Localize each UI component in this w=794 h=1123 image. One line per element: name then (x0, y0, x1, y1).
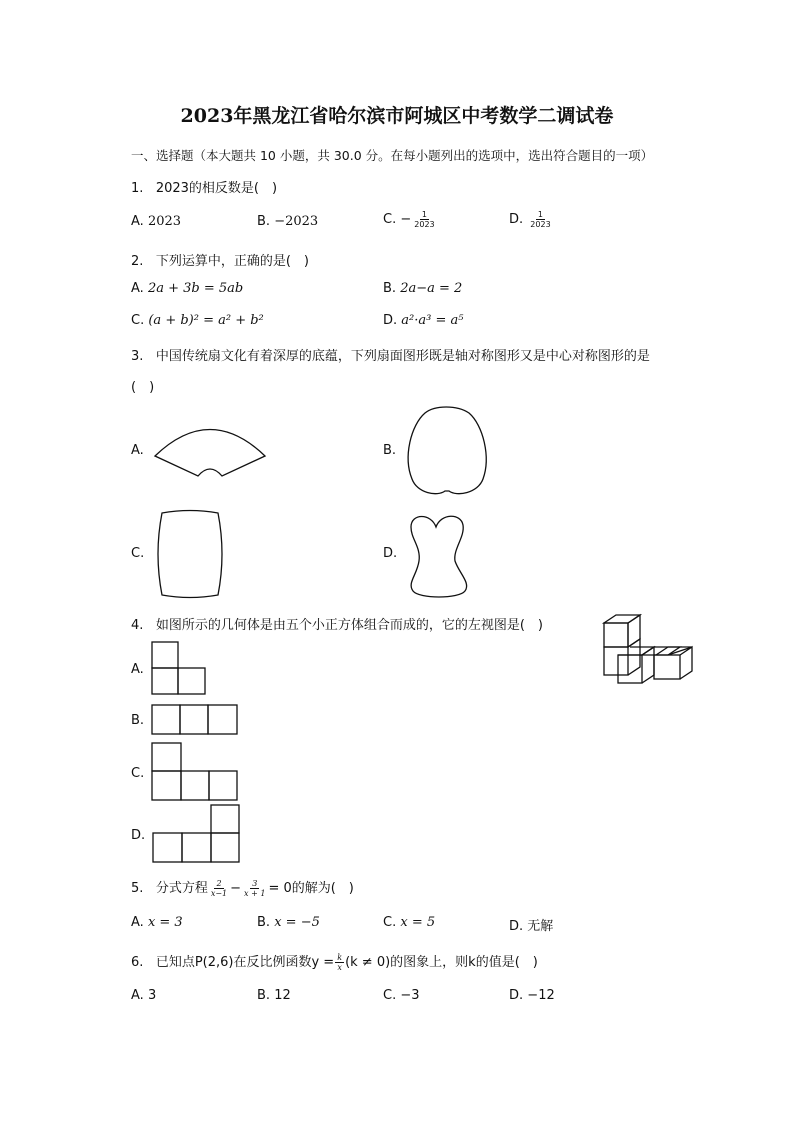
fraction: $\frac{3}{x + 1}$ (244, 879, 266, 898)
question-stem: 中国传统扇文化有着深厚的底蕴，下列扇面图形既是轴对称图形又是中心对称图形的是 (155, 349, 650, 364)
option-b[interactable]: B. 2a−a = 2 (383, 281, 463, 296)
option-b[interactable]: B. 12 (257, 988, 291, 1003)
heart-fan-icon (407, 405, 489, 497)
option-b-label[interactable]: B. (131, 713, 145, 728)
question-number: 6. (131, 955, 144, 970)
option-b-label[interactable]: B. (383, 443, 397, 458)
lobed-fan-icon (403, 511, 473, 597)
fan-sector-icon (155, 418, 267, 480)
option-a[interactable]: A. 2a + 3b = 5ab (131, 281, 244, 296)
exam-title: 2023年黑龙江省哈尔滨市阿城区中考数学二调试卷 (180, 105, 614, 127)
option-d[interactable]: D. −12 (509, 988, 555, 1003)
option-d[interactable]: D. $\frac{1}{2023}$ (509, 210, 551, 229)
question-number: 4. (131, 618, 144, 633)
fraction: $\frac{k}{x}$ (337, 953, 343, 972)
fraction: $\frac{1}{2023}$ (414, 210, 435, 229)
question-6 (131, 951, 538, 972)
option-a-label[interactable]: A. (131, 662, 144, 677)
left-view-option-c (151, 742, 239, 802)
option-a[interactable]: A. 3 (131, 988, 157, 1003)
left-view-option-b (151, 704, 239, 736)
question-number: 1. (131, 181, 144, 196)
option-c[interactable]: C. −3 (383, 988, 420, 1003)
option-b[interactable]: B. −2023 (257, 214, 319, 229)
question-3 (131, 345, 650, 364)
question-stem-prefix: 已知点P(2,6)在反比例函数y = (155, 955, 335, 970)
option-d[interactable]: D. 无解 (509, 919, 554, 934)
option-a[interactable]: A. x = 3 (131, 915, 183, 930)
option-c-label[interactable]: C. (131, 546, 145, 561)
fraction: $\frac{2}{x-1}$ (210, 879, 228, 898)
question-stem-suffix: = 0的解为( ) (268, 881, 354, 896)
option-d-label[interactable]: D. (383, 546, 398, 561)
question-stem: 如图所示的几何体是由五个小正方体组合而成的，它的左视图是( ) (155, 618, 543, 633)
option-d[interactable]: D. a²·a³ = a⁵ (383, 313, 464, 328)
question-4 (131, 614, 543, 633)
option-c[interactable]: C. x = 5 (383, 915, 436, 930)
left-view-option-a (151, 641, 207, 695)
option-c[interactable]: C. (a + b)² = a² + b² (131, 313, 264, 328)
question-5: 5. 分式方程 $\frac{2}{x-1}$ − $\frac{3}{x + 1}$ = 0的解为( ) (131, 879, 354, 898)
question-stem-suffix: (k ≠ 0)的图象上，则k的值是( ) (345, 955, 538, 970)
question-number: 3. (131, 349, 144, 364)
section-heading: 一、选择题（本大题共 10 小题，共 30.0 分。在每小题列出的选项中，选出符合题目的一项） (131, 148, 654, 163)
question-2 (131, 250, 309, 269)
option-c[interactable]: C. − $\frac{1}{2023}$ (383, 210, 435, 229)
question-stem: 下列运算中，正确的是( ) (155, 254, 309, 269)
question-stem: 2023的相反数是( ) (155, 181, 278, 196)
option-d-label[interactable]: D. (131, 828, 146, 843)
question-1 (131, 177, 277, 196)
option-c-label[interactable]: C. (131, 766, 145, 781)
question-number: 5. (131, 881, 144, 896)
left-view-option-d (152, 804, 240, 864)
question-number: 2. (131, 254, 144, 269)
option-a[interactable]: A. 2023 (131, 214, 182, 229)
barrel-fan-icon (154, 511, 226, 597)
option-b[interactable]: B. x = −5 (257, 915, 320, 930)
fraction: $\frac{1}{2023}$ (530, 210, 551, 229)
question-stem-prefix: 分式方程 (155, 881, 208, 896)
question-stem-continued: ( ) (131, 380, 155, 395)
option-a-label[interactable]: A. (131, 443, 144, 458)
five-cube-solid-figure (600, 611, 694, 687)
